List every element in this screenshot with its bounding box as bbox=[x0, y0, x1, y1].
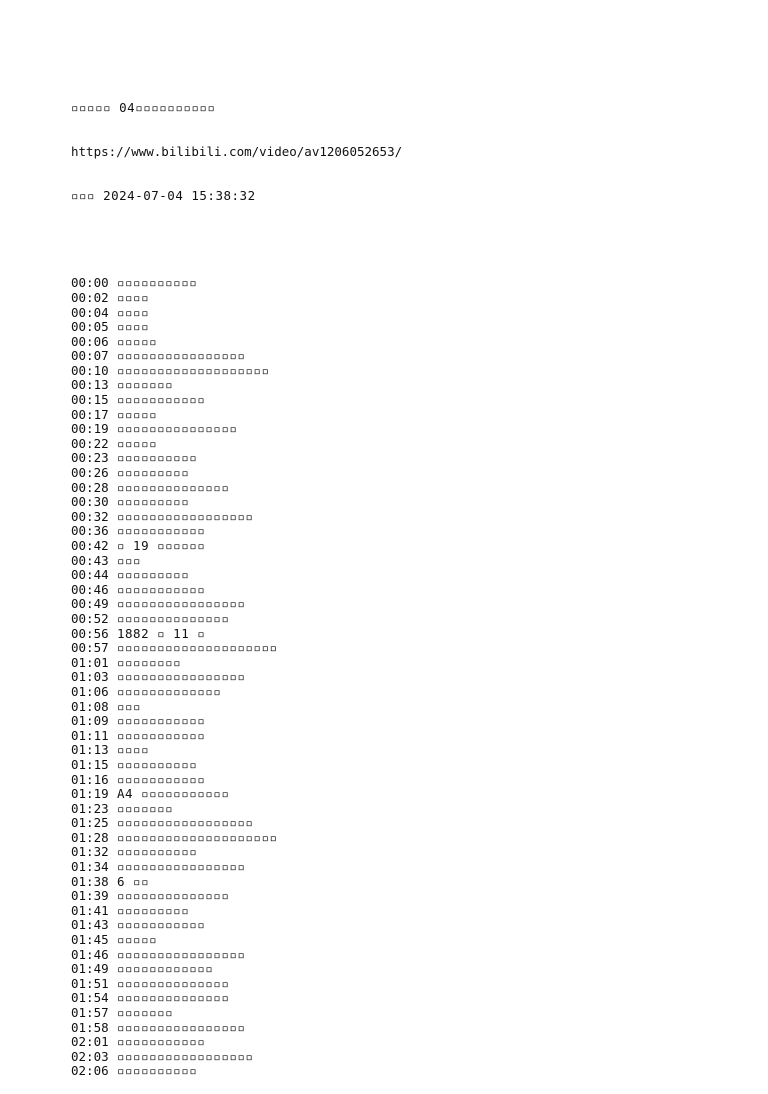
caption-text: ▫▫▫▫▫▫▫▫▫▫▫▫▫▫▫▫▫ bbox=[117, 816, 254, 831]
timestamp: 01:13 bbox=[71, 743, 109, 758]
caption-text: A4 ▫▫▫▫▫▫▫▫▫▫▫ bbox=[117, 787, 230, 802]
timestamp: 01:34 bbox=[71, 860, 109, 875]
caption-text: ▫▫▫▫▫▫▫▫▫▫ bbox=[117, 276, 198, 291]
transcript-line bbox=[71, 422, 751, 437]
caption-text: ▫▫▫▫▫▫▫▫▫ bbox=[117, 568, 190, 583]
timestamp: 01:49 bbox=[71, 962, 109, 977]
caption-text: 6 ▫▫ bbox=[117, 874, 150, 889]
caption-text: ▫▫▫▫▫▫▫▫▫ bbox=[117, 903, 190, 918]
transcript-line bbox=[71, 714, 751, 729]
timestamp: 00:30 bbox=[71, 495, 109, 510]
caption-text: ▫▫▫▫▫▫▫▫▫▫ bbox=[117, 1064, 198, 1079]
timestamp: 01:16 bbox=[71, 772, 109, 787]
transcript-line bbox=[71, 977, 751, 992]
timestamp: 01:51 bbox=[71, 976, 109, 991]
caption-text: 1882 ▫ 11 ▫ bbox=[117, 626, 206, 641]
transcript-line bbox=[71, 933, 751, 948]
transcript-line bbox=[71, 948, 751, 963]
transcript-line bbox=[71, 743, 751, 758]
timestamp: 00:02 bbox=[71, 290, 109, 305]
caption-text: ▫▫▫▫▫▫▫ bbox=[117, 378, 174, 393]
transcript-line bbox=[71, 306, 751, 321]
caption-text: ▫▫▫▫▫▫▫▫▫▫▫ bbox=[117, 393, 206, 408]
caption-text: ▫▫▫▫▫▫▫▫▫▫▫ bbox=[117, 728, 206, 743]
caption-text: ▫▫▫▫▫▫▫▫▫▫▫▫▫▫▫▫▫▫▫▫ bbox=[117, 830, 278, 845]
timestamp: 01:43 bbox=[71, 918, 109, 933]
caption-text: ▫▫▫▫▫▫▫▫▫▫▫▫▫ bbox=[117, 684, 222, 699]
transcript-line bbox=[71, 495, 751, 510]
transcript-line bbox=[71, 524, 751, 539]
timestamp: 00:42 bbox=[71, 539, 109, 553]
transcript-line bbox=[71, 802, 751, 817]
transcript-line bbox=[71, 729, 751, 744]
timestamp: 01:28 bbox=[71, 830, 109, 845]
caption-text: ▫▫▫ bbox=[117, 553, 142, 568]
timestamp: 01:11 bbox=[71, 728, 109, 743]
caption-text: ▫▫▫ bbox=[117, 699, 142, 714]
transcript-line bbox=[71, 378, 751, 393]
timestamp: 00:07 bbox=[71, 349, 109, 364]
caption-text: ▫▫▫▫▫▫▫▫▫▫▫▫▫▫▫▫ bbox=[117, 597, 246, 612]
caption-text: ▫▫▫▫▫▫▫▫▫▫▫ bbox=[117, 772, 206, 787]
transcript-line bbox=[71, 685, 751, 700]
timestamp: 00:06 bbox=[71, 334, 109, 349]
timestamp: 00:23 bbox=[71, 451, 109, 466]
timestamp: 00:28 bbox=[71, 480, 109, 495]
transcript-line bbox=[71, 466, 751, 481]
caption-text: ▫▫▫▫▫▫▫▫▫▫ bbox=[117, 451, 198, 466]
transcript-line bbox=[71, 1006, 751, 1021]
timestamp: 00:52 bbox=[71, 611, 109, 626]
caption-text: ▫▫▫▫▫▫▫▫▫▫▫▫▫▫▫▫ bbox=[117, 349, 246, 364]
caption-text: ▫▫▫▫▫ bbox=[117, 334, 158, 349]
transcript-line bbox=[71, 816, 751, 831]
transcript-line bbox=[71, 1021, 751, 1036]
transcript-document bbox=[71, 72, 751, 1094]
transcript-line bbox=[71, 612, 751, 627]
transcript-line bbox=[71, 276, 751, 291]
caption-text: ▫▫▫▫ bbox=[117, 305, 150, 320]
caption-text: ▫▫▫▫▫▫▫▫▫▫▫▫ bbox=[117, 962, 214, 977]
caption-text: ▫▫▫▫▫▫▫▫▫▫▫ bbox=[117, 1035, 206, 1050]
timestamp: 00:00 bbox=[71, 276, 109, 291]
caption-text: ▫▫▫▫▫▫▫▫▫▫▫▫▫▫▫▫ bbox=[117, 860, 246, 875]
transcript-line bbox=[71, 349, 751, 364]
timestamp: 00:22 bbox=[71, 436, 109, 451]
timestamp: 01:32 bbox=[71, 845, 109, 860]
caption-text: ▫▫▫▫▫▫▫▫▫▫▫▫▫▫▫▫ bbox=[117, 670, 246, 685]
transcript-line bbox=[71, 335, 751, 350]
timestamp: 00:26 bbox=[71, 466, 109, 481]
transcript-line bbox=[71, 481, 751, 496]
caption-text: ▫▫▫▫▫▫▫▫▫▫▫▫▫▫▫▫▫▫▫ bbox=[117, 363, 270, 378]
timestamp: 01:01 bbox=[71, 655, 109, 670]
transcript-entries bbox=[71, 276, 751, 1079]
document-title: ▫▫▫▫▫ 04▫▫▫▫▫▫▫▫▫▫ bbox=[71, 101, 216, 116]
timestamp: 00:43 bbox=[71, 553, 109, 568]
timestamp: 00:13 bbox=[71, 378, 109, 393]
transcript-line bbox=[71, 875, 751, 890]
transcript-line bbox=[71, 641, 751, 656]
timestamp: 01:39 bbox=[71, 889, 109, 904]
timestamp: 00:10 bbox=[71, 363, 109, 378]
caption-text: ▫▫▫▫▫▫▫▫▫▫▫▫▫▫▫▫ bbox=[117, 947, 246, 962]
caption-text: ▫▫▫▫▫▫▫▫ bbox=[117, 655, 182, 670]
transcript-line bbox=[71, 408, 751, 423]
timestamp: 01:09 bbox=[71, 714, 109, 729]
caption-text: ▫▫▫▫▫▫▫▫▫▫▫▫▫▫▫▫▫▫▫▫ bbox=[117, 641, 278, 656]
caption-text: ▫▫▫▫▫▫▫▫▫ bbox=[117, 495, 190, 510]
caption-text: ▫▫▫▫ bbox=[117, 290, 150, 305]
transcript-line bbox=[71, 860, 751, 875]
transcript-line bbox=[71, 1050, 751, 1065]
transcript-line bbox=[71, 1064, 751, 1079]
transcript-line bbox=[71, 627, 751, 642]
transcript-line bbox=[71, 670, 751, 685]
transcript-line bbox=[71, 437, 751, 452]
caption-text: ▫▫▫▫▫▫▫▫▫▫▫ bbox=[117, 918, 206, 933]
timestamp: 00:05 bbox=[71, 320, 109, 335]
caption-text: ▫▫▫▫▫▫▫ bbox=[117, 1006, 174, 1020]
timestamp: 01:23 bbox=[71, 801, 109, 816]
timestamp: 00:46 bbox=[71, 582, 109, 597]
caption-text: ▫▫▫▫▫▫▫▫▫▫▫▫▫▫ bbox=[117, 611, 230, 626]
timestamp: 00:32 bbox=[71, 509, 109, 524]
timestamp: 00:57 bbox=[71, 641, 109, 656]
timestamp: 01:58 bbox=[71, 1020, 109, 1035]
caption-text: ▫▫▫▫▫▫▫▫▫▫▫▫▫▫ bbox=[117, 889, 230, 904]
caption-text: ▫▫▫▫ bbox=[117, 743, 150, 758]
caption-text: ▫▫▫▫▫▫▫▫▫▫▫▫▫▫ bbox=[117, 480, 230, 495]
transcript-line bbox=[71, 904, 751, 919]
transcript-line bbox=[71, 962, 751, 977]
timestamp: 02:03 bbox=[71, 1049, 109, 1064]
timestamp: 00:17 bbox=[71, 407, 109, 422]
timestamp: 01:46 bbox=[71, 947, 109, 962]
caption-text: ▫▫▫▫▫▫▫▫▫▫▫▫▫▫ bbox=[117, 991, 230, 1006]
timestamp: 01:03 bbox=[71, 670, 109, 685]
caption-text: ▫▫▫▫▫▫▫▫▫▫▫▫▫▫▫▫▫ bbox=[117, 1049, 254, 1064]
timestamp: 00:04 bbox=[71, 305, 109, 320]
video-url: https://www.bilibili.com/video/av1206052653/ bbox=[71, 144, 403, 159]
caption-text: ▫▫▫▫▫▫▫▫▫▫▫▫▫▫▫▫ bbox=[117, 1020, 246, 1035]
transcript-line bbox=[71, 510, 751, 525]
transcript-line bbox=[71, 364, 751, 379]
timestamp: 01:25 bbox=[71, 816, 109, 831]
caption-text: ▫▫▫▫▫▫▫▫▫▫ bbox=[117, 845, 198, 860]
transcript-line bbox=[71, 568, 751, 583]
caption-text: ▫▫▫▫▫▫▫▫▫▫▫ bbox=[117, 582, 206, 597]
timestamp: 01:38 bbox=[71, 874, 109, 889]
transcript-line bbox=[71, 700, 751, 715]
timestamp: 01:19 bbox=[71, 787, 109, 802]
transcript-line bbox=[71, 758, 751, 773]
transcript-line bbox=[71, 393, 751, 408]
blank-line bbox=[71, 233, 751, 248]
timestamp: 01:15 bbox=[71, 757, 109, 772]
caption-text: ▫▫▫▫▫ bbox=[117, 933, 158, 948]
caption-text: ▫ 19 ▫▫▫▫▫▫ bbox=[117, 539, 206, 553]
timestamp: 01:41 bbox=[71, 903, 109, 918]
timestamp: 01:06 bbox=[71, 684, 109, 699]
caption-text: ▫▫▫▫▫▫▫▫▫▫▫▫▫▫▫▫▫ bbox=[117, 509, 254, 524]
transcript-line bbox=[71, 539, 751, 554]
transcript-line bbox=[71, 918, 751, 933]
caption-text: ▫▫▫▫▫ bbox=[117, 436, 158, 451]
caption-text: ▫▫▫▫▫▫▫▫▫▫▫ bbox=[117, 524, 206, 539]
transcript-line bbox=[71, 773, 751, 788]
transcript-line bbox=[71, 1035, 751, 1050]
timestamp: 01:54 bbox=[71, 991, 109, 1006]
transcript-line bbox=[71, 889, 751, 904]
transcript-line bbox=[71, 597, 751, 612]
timestamp: 02:01 bbox=[71, 1035, 109, 1050]
caption-text: ▫▫▫▫▫▫▫▫▫ bbox=[117, 466, 190, 481]
transcript-line bbox=[71, 656, 751, 671]
timestamp: 00:19 bbox=[71, 422, 109, 437]
timestamp: 01:08 bbox=[71, 699, 109, 714]
caption-text: ▫▫▫▫▫▫▫▫▫▫▫▫▫▫▫ bbox=[117, 422, 238, 437]
caption-text: ▫▫▫▫▫▫▫▫▫▫ bbox=[117, 757, 198, 772]
transcript-line bbox=[71, 320, 751, 335]
export-timestamp: ▫▫▫ 2024-07-04 15:38:32 bbox=[71, 188, 256, 203]
transcript-line bbox=[71, 291, 751, 306]
timestamp: 00:36 bbox=[71, 524, 109, 539]
transcript-line bbox=[71, 787, 751, 802]
caption-text: ▫▫▫▫▫▫▫▫▫▫▫▫▫▫ bbox=[117, 976, 230, 991]
timestamp: 01:57 bbox=[71, 1006, 109, 1020]
timestamp: 00:44 bbox=[71, 568, 109, 583]
transcript-line bbox=[71, 991, 751, 1006]
caption-text: ▫▫▫▫ bbox=[117, 320, 150, 335]
timestamp: 00:56 bbox=[71, 626, 109, 641]
caption-text: ▫▫▫▫▫▫▫ bbox=[117, 801, 174, 816]
caption-text: ▫▫▫▫▫ bbox=[117, 407, 158, 422]
caption-text: ▫▫▫▫▫▫▫▫▫▫▫ bbox=[117, 714, 206, 729]
transcript-line bbox=[71, 845, 751, 860]
transcript-line bbox=[71, 451, 751, 466]
transcript-line bbox=[71, 583, 751, 598]
timestamp: 01:45 bbox=[71, 933, 109, 948]
transcript-line bbox=[71, 831, 751, 846]
timestamp: 00:49 bbox=[71, 597, 109, 612]
timestamp: 00:15 bbox=[71, 393, 109, 408]
transcript-line bbox=[71, 554, 751, 569]
timestamp: 02:06 bbox=[71, 1064, 109, 1079]
